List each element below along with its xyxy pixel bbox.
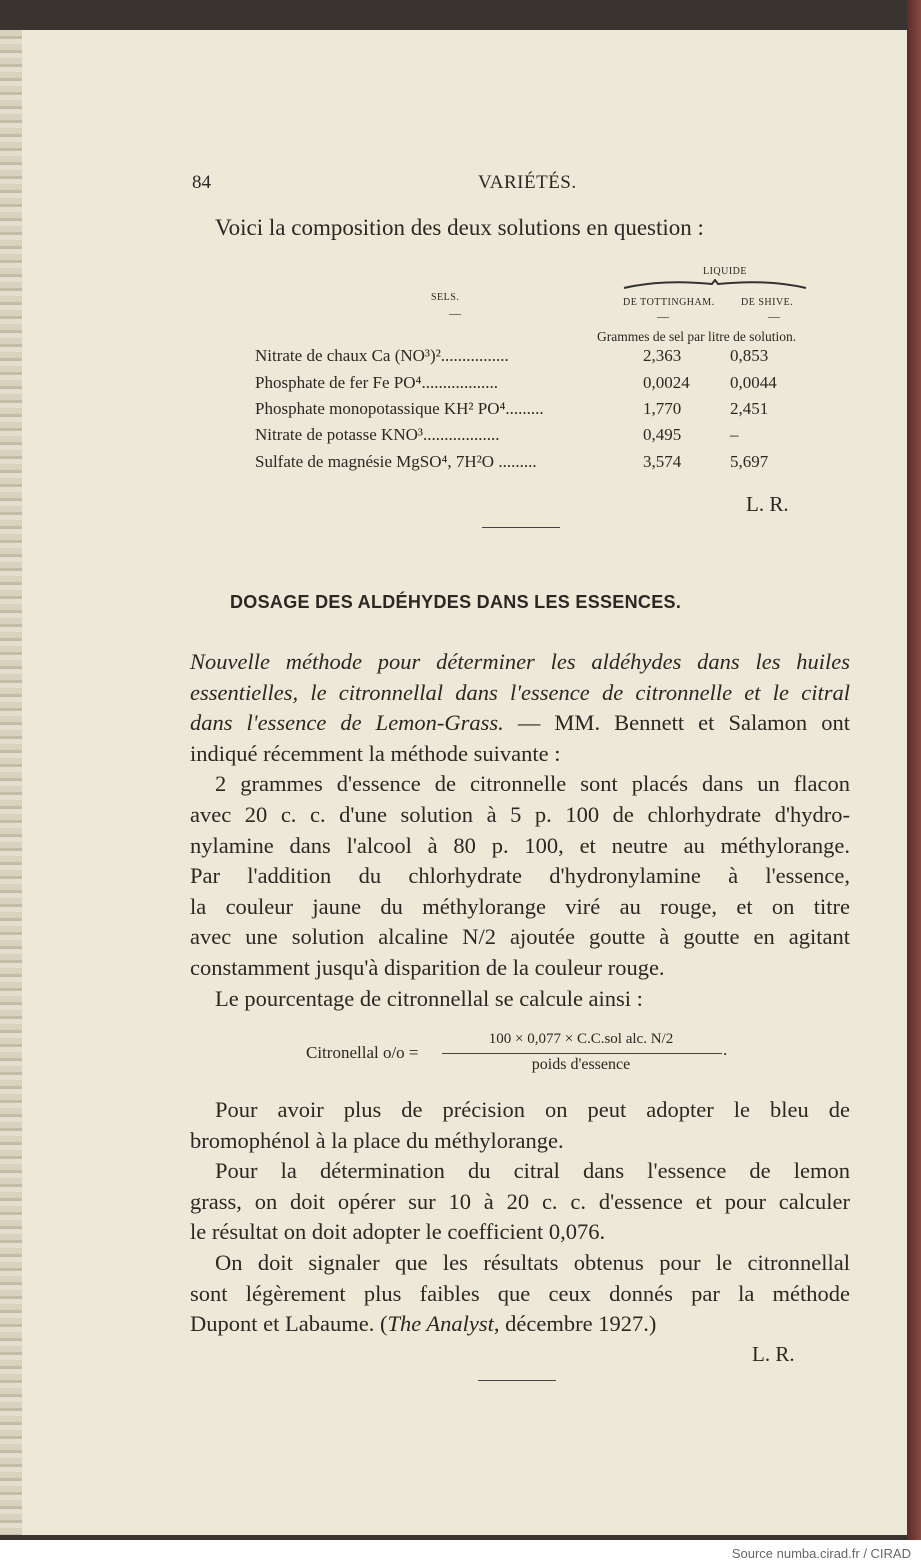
value-tottingham: 0,495 (643, 425, 682, 444)
formula-end: . (723, 1040, 728, 1059)
text-line: avec une solution alcaline N/2 ajoutée goutte à goutte en agitant (190, 924, 850, 950)
col-header-tottingham: DE TOTTINGHAM. (623, 297, 715, 308)
source-credit: Source numba.cirad.fr / CIRAD (731, 1546, 911, 1561)
paragraph (190, 647, 850, 1014)
value-shive: 5,697 (730, 452, 769, 471)
italic-text: dans l'essence de Lemon-Grass. (190, 710, 504, 736)
salt-name: Phosphate de fer Fe PO⁴.................. (255, 373, 498, 392)
text-line: nylamine dans l'alcool à 80 p. 100, et neutre au méthylorange. (190, 832, 850, 858)
formula-denominator: poids d'essence (531, 1056, 631, 1073)
book-binding (0, 30, 22, 1535)
text-line: le résultat on doit adopter le coefficient 0,076. (190, 1219, 606, 1245)
value-tottingham: 3,574 (643, 452, 682, 471)
signature: L. R. (752, 1342, 795, 1366)
text-line: constamment jusqu'à disparition de la couleur rouge. (190, 954, 665, 980)
col-group-header: LIQUIDE (702, 266, 748, 277)
text-line: 2 grammes d'essence de citronnelle sont placés dans un flacon (215, 771, 850, 797)
text-line: Le pourcentage de citronnellal se calcule ainsi : (215, 985, 643, 1011)
section-title: DOSAGE DES ALDÉHYDES DANS LES ESSENCES. (230, 592, 682, 612)
cover-edge (907, 0, 921, 1540)
text: Dupont et Labaume. ( (190, 1311, 388, 1337)
text-line (190, 678, 850, 709)
text: — MM. Bennett et Salamon ont (517, 710, 850, 736)
text-line: Par l'addition du chlorhydrate d'hydronylamine à l'essence, (190, 863, 850, 889)
value-shive: 0,0044 (730, 373, 777, 392)
value-tottingham: 0,0024 (643, 373, 690, 392)
text-line (190, 708, 850, 739)
page-number: 84 (192, 172, 211, 193)
value-shive: 0,853 (730, 346, 769, 365)
text-line: indiqué récemment la méthode suivante : (190, 740, 561, 766)
dash: — (657, 309, 669, 323)
signature: L. R. (746, 492, 789, 516)
value-tottingham: 2,363 (643, 346, 682, 365)
col-header-sels: SELS. (431, 292, 460, 303)
value-tottingham: 1,770 (643, 399, 682, 418)
text-line: bromophénol à la place du méthylorange. (190, 1127, 564, 1153)
unit-label: Grammes de sel par litre de solution. (597, 329, 797, 344)
italic-text: essentielles, le citronnellal dans l'essence de citronnelle et le citral (190, 679, 850, 705)
salt-name: Sulfate de magnésie MgSO⁴, 7H²O ......... (255, 452, 537, 471)
text-line: Pour la détermination du citral dans l'essence de lemon (215, 1158, 850, 1184)
salt-name: Phosphate monopotassique KH² PO⁴......... (255, 399, 544, 418)
col-header-shive: DE SHIVE. (741, 297, 794, 308)
text-line: On doit signaler que les résultats obtenus pour le citronnellal (215, 1249, 850, 1275)
text-line: avec 20 c. c. d'une solution à 5 p. 100 de chlorhydrate d'hydro- (190, 801, 850, 827)
paragraph (190, 1095, 850, 1340)
text-line: Pour avoir plus de précision on peut adopter le bleu de (215, 1097, 850, 1122)
text: , décembre 1927.) (493, 1311, 657, 1337)
text-line (190, 1309, 850, 1340)
value-shive: – (730, 425, 739, 444)
salt-name: Nitrate de potasse KNO³.................. (255, 425, 500, 444)
fraction-bar (442, 1053, 722, 1054)
salt-name: Nitrate de chaux Ca (NO³)²................ (255, 346, 509, 365)
text-line: grass, on doit opérer sur 10 à 20 c. c. d'essence et pour calculer (190, 1188, 850, 1214)
text-line: la couleur jaune du méthylorange viré au rouge, et on titre (190, 893, 850, 919)
formula-numerator: 100 × 0,077 × C.C.sol alc. N/2 (488, 1031, 674, 1047)
journal-title: The Analyst (387, 1311, 494, 1337)
value-shive: 2,451 (730, 399, 769, 418)
divider (478, 1380, 556, 1381)
formula-lhs: Citronellal o/o = (306, 1043, 419, 1062)
divider (482, 527, 560, 528)
running-title: VARIÉTÉS. (478, 172, 577, 193)
text-line: sont légèrement plus faibles que ceux donnés par la méthode (190, 1280, 850, 1306)
italic-text: Nouvelle méthode pour déterminer les aldéhydes dans les huiles (190, 649, 850, 674)
dash: — (768, 309, 780, 323)
dash: — (449, 306, 461, 320)
intro-text: Voici la composition des deux solutions en question : (215, 215, 704, 240)
text-line (190, 647, 850, 678)
brace-icon (622, 279, 808, 291)
